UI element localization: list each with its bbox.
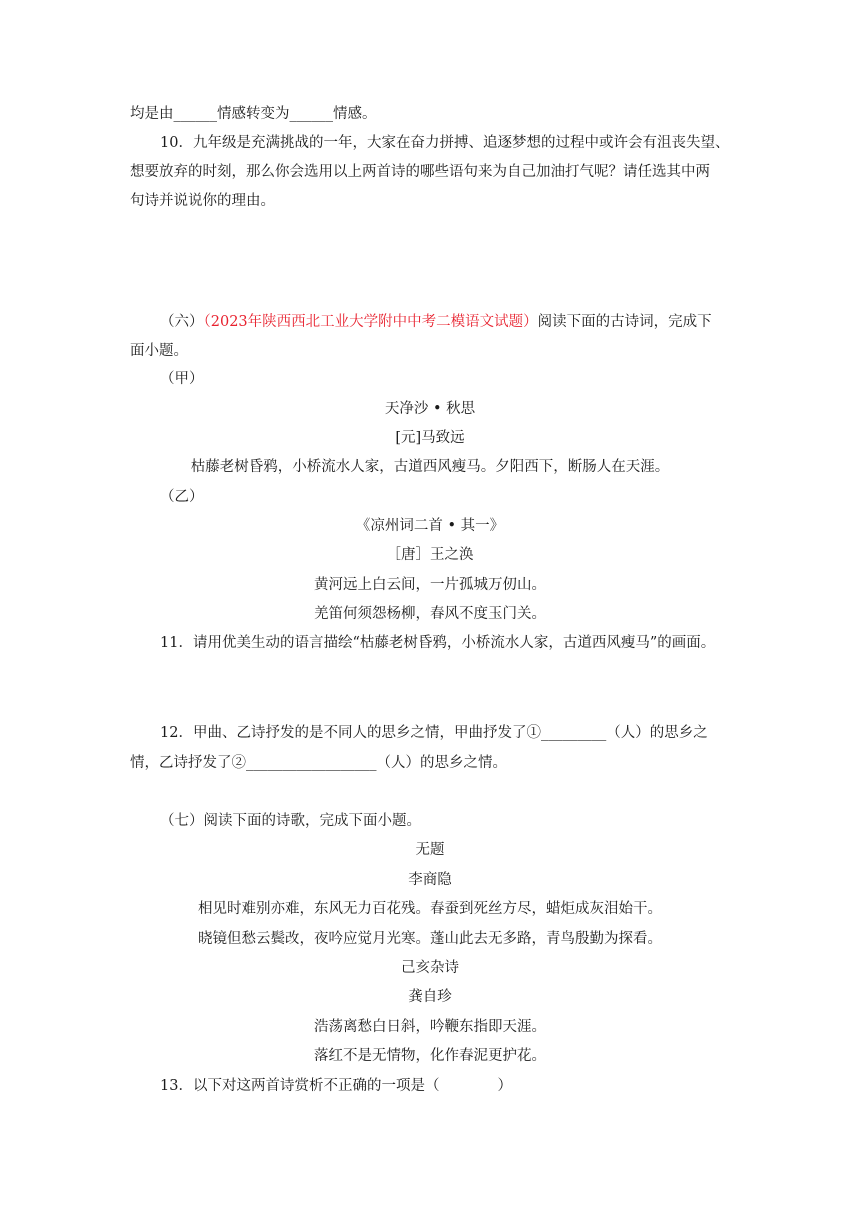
poem-line1-wuti: 相见时难别亦难，东风无力百花残。春蚕到死丝方尽，蜡炬成灰泪始干。 bbox=[198, 901, 662, 917]
poem-line2-liangzhouci: 羌笛何须怨杨柳，春风不度玉门关。 bbox=[314, 606, 546, 622]
poem-line2-jihai: 落红不是无情物，化作春泥更护花。 bbox=[314, 1048, 546, 1064]
yi-label: （乙） bbox=[160, 489, 204, 505]
section6-prefix: （六） bbox=[160, 314, 204, 330]
poem-title-liangzhouci: 《凉州词二首 • 其一》 bbox=[355, 518, 505, 534]
section6-source: （2023年陕西西北工业大学附中中考二模语文试题） bbox=[203, 314, 538, 330]
q11: 11．请用优美生动的语言描绘“枯藤老树昏鸦，小桥流水人家，古道西风瘦马”的画面。 bbox=[160, 635, 716, 651]
section6-intro-line2: 面小题。 bbox=[130, 343, 188, 359]
q12-line1: 12．甲曲、乙诗抒发的是不同人的思乡之情，甲曲抒发了①_________（人）的思乡之 bbox=[160, 725, 708, 741]
poem-line1-jihai: 浩荡离愁白日斜，吟鞭东指即天涯。 bbox=[314, 1019, 546, 1035]
section7-intro: （七）阅读下面的诗歌，完成下面小题。 bbox=[160, 813, 421, 829]
poem-line1-liangzhouci: 黄河远上白云间，一片孤城万仞山。 bbox=[314, 577, 546, 593]
poem-title-jihai: 己亥杂诗 bbox=[401, 960, 459, 976]
q12-line2: 情，乙诗抒发了②__________________（人）的思乡之情。 bbox=[130, 755, 507, 771]
poem-line2-wuti: 晓镜但愁云鬓改，夜吟应觉月光寒。蓬山此去无多路，青鸟殷勤为探看。 bbox=[198, 931, 662, 947]
q13: 13．以下对这两首诗赏析不正确的一项是（ ） bbox=[160, 1078, 512, 1094]
q10-line2: 想要放弃的时刻，那么你会选用以上两首诗的哪些语句来为自己加油打气呢？请任选其中两 bbox=[130, 164, 710, 180]
poem-author-ma-zhiyuan: [元]马致远 bbox=[395, 430, 465, 446]
q10-line1: 10．九年级是充满挑战的一年，大家在奋力拼搏、追逐梦想的过程中或许会有沮丧失望、 bbox=[160, 135, 730, 151]
section6-intro-rest: 阅读下面的古诗词，完成下 bbox=[537, 314, 712, 330]
poem-author-gong-zizhen: 龚自珍 bbox=[408, 989, 452, 1005]
section6-intro bbox=[160, 312, 712, 332]
poem-author-wang-zhihuan: ［唐］王之涣 bbox=[386, 547, 474, 563]
poem-title-tianjingsha: 天净沙 • 秋思 bbox=[384, 401, 476, 417]
jia-label: （甲） bbox=[160, 371, 204, 387]
poem-author-li-shangyin: 李商隐 bbox=[408, 872, 452, 888]
q9-tail: 均是由______情感转变为______情感。 bbox=[130, 106, 377, 122]
poem-title-wuti: 无题 bbox=[415, 842, 445, 858]
poem-text-tianjingsha: 枯藤老树昏鸦，小桥流水人家，古道西风瘦马。夕阳西下，断肠人在天涯。 bbox=[190, 459, 670, 475]
q10-line3: 句诗并说说你的理由。 bbox=[130, 193, 275, 209]
